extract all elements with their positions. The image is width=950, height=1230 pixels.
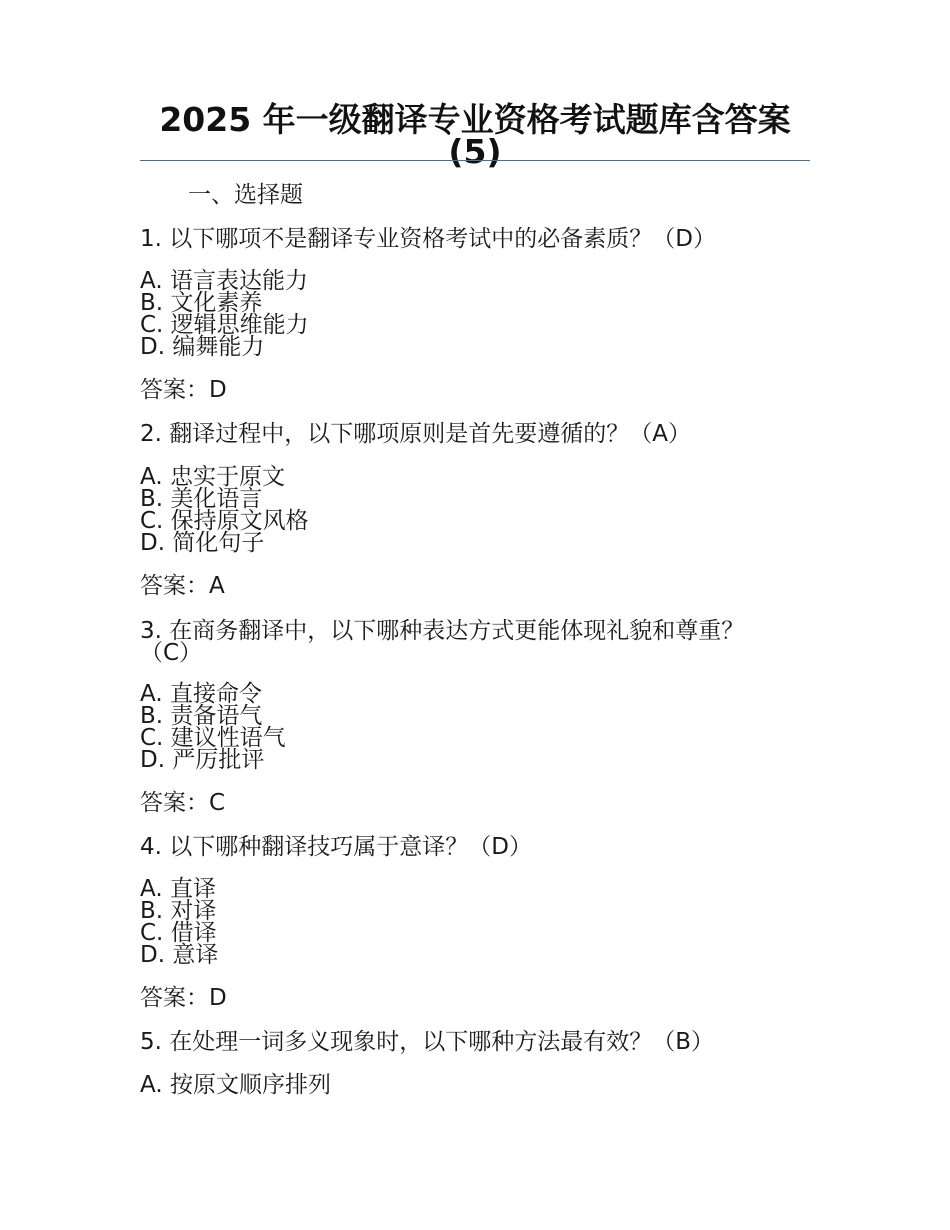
question-4-option-b: B. 对译 xyxy=(140,898,217,924)
question-4-option-a: A. 直译 xyxy=(140,876,216,902)
question-2-option-a: A. 忠实于原文 xyxy=(140,464,285,490)
question-2-option-b: B. 美化语言 xyxy=(140,486,263,512)
question-2-stem: 2. 翻译过程中，以下哪项原则是首先要遵循的？（A） xyxy=(140,421,691,447)
question-1-option-b: B. 文化素养 xyxy=(140,290,263,316)
document-title: 2025 年一级翻译专业资格考试题库含答案(5) xyxy=(159,100,791,171)
question-5-option-a: A. 按原文顺序排列 xyxy=(140,1072,331,1098)
question-3-option-a: A. 直接命令 xyxy=(140,681,262,707)
question-2-answer: 答案：A xyxy=(140,573,225,599)
question-4-answer: 答案：D xyxy=(140,985,227,1011)
question-5-stem: 5. 在处理一词多义现象时，以下哪种方法最有效？（B） xyxy=(140,1029,715,1055)
question-3-option-d: D. 严厉批评 xyxy=(140,747,265,773)
question-3-stem: 3. 在商务翻译中，以下哪种表达方式更能体现礼貌和尊重？（C） xyxy=(140,618,745,666)
title-divider xyxy=(140,160,810,161)
question-4-stem: 4. 以下哪种翻译技巧属于意译？（D） xyxy=(140,834,532,860)
question-2-option-d: D. 简化句子 xyxy=(140,530,265,556)
section-heading: 一、选择题 xyxy=(188,182,303,208)
question-1-option-a: A. 语言表达能力 xyxy=(140,268,308,294)
question-3-option-b: B. 责备语气 xyxy=(140,703,263,729)
question-1-answer: 答案：D xyxy=(140,377,227,403)
question-3-option-c: C. 建议性语气 xyxy=(140,725,286,751)
question-1-option-c: C. 逻辑思维能力 xyxy=(140,312,309,338)
question-2-option-c: C. 保持原文风格 xyxy=(140,508,309,534)
question-1-stem: 1. 以下哪项不是翻译专业资格考试中的必备素质？（D） xyxy=(140,226,716,252)
question-4-option-d: D. 意译 xyxy=(140,942,219,968)
question-1-option-d: D. 编舞能力 xyxy=(140,334,265,360)
question-4-option-c: C. 借译 xyxy=(140,920,217,946)
question-3-answer: 答案：C xyxy=(140,790,226,816)
